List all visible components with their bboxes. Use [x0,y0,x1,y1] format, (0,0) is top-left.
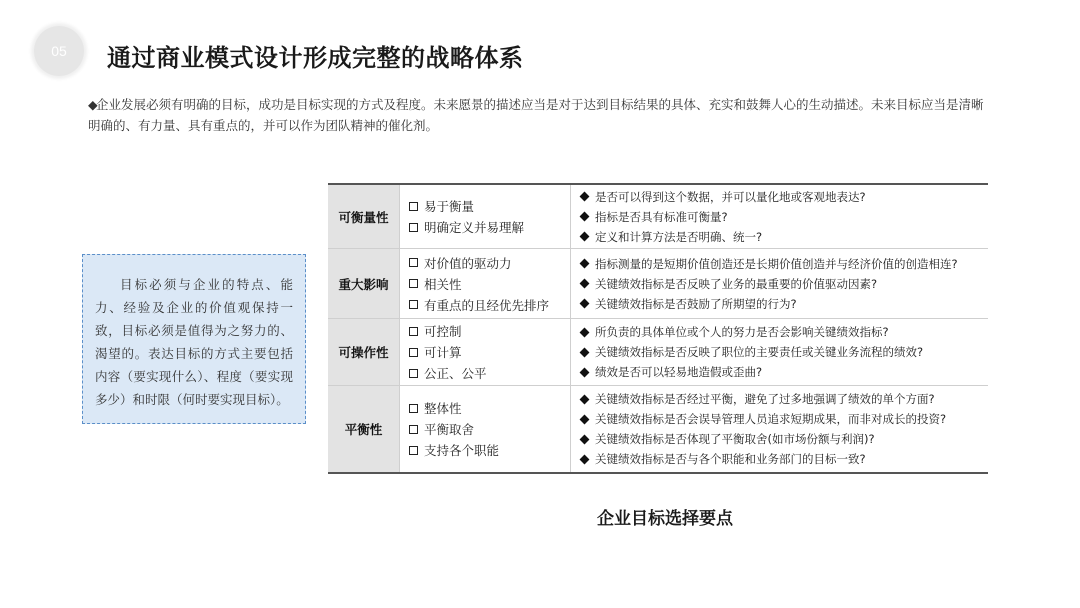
diamond-bullet-icon [580,259,590,269]
list-item [579,254,988,274]
list-item [579,207,988,227]
criteria-table [328,183,988,474]
list-item [579,274,988,294]
question-text: 指标测量的是短期价值创造还是长期价值创造并与经济价值的创造相连? [595,256,958,271]
diamond-bullet-icon [580,414,590,424]
question-text: 绩效是否可以轻易地造假或歪曲? [595,365,763,379]
question-text: 关键绩效指标是否反映了业务的最重要的价值驱动因素? [595,276,878,291]
checkbox-square-icon [409,300,418,309]
diamond-bullet-icon [580,454,590,464]
item-text: 对价值的驱动力 [424,255,512,271]
list-item [579,449,988,469]
item-text: 整体性 [424,401,462,416]
question-text: 是否可以得到这个数据，并可以量化地或客观地表达? [595,189,866,204]
checkbox-square-icon [409,223,418,232]
question-text: 指标是否具有标准可衡量? [595,209,728,224]
item-text: 相关性 [424,276,462,292]
goal-note-box: 目标必须与企业的特点、能力、经验及企业的价值观保持一致，目标必须是值得为之努力的、渴望的。表达目标的方式主要包括内容（要实现什么）、程度（要实现多少）和时限（何时要实现目标）。 [82,254,306,424]
question-text: 关键绩效指标是否体现了平衡取舍(如市场份额与利润)? [595,432,875,446]
checkbox-square-icon [409,348,418,357]
question-list [570,319,988,385]
list-item [409,273,570,294]
table-caption: 企业目标选择要点 [597,509,733,529]
row-label: 可衡量性 [328,185,399,248]
list-item [579,322,988,342]
section-number-badge: 05 [34,26,84,76]
row-label: 平衡性 [328,386,399,472]
list-item [579,294,988,314]
item-text: 平衡取舍 [424,422,475,437]
list-item [579,187,988,207]
item-text: 公正、公平 [424,366,487,381]
question-text: 所负责的具体单位或个人的努力是否会影响关键绩效指标? [595,325,889,339]
item-text: 支持各个职能 [424,443,500,458]
list-item [579,362,988,382]
checkbox-square-icon [409,369,418,378]
list-item [409,252,570,273]
list-item [409,321,570,342]
question-list [570,249,988,318]
intro-paragraph: ◆企业发展必须有明确的目标，成功是目标实现的方式及程度。未来愿景的描述应当是对于达到目标结果的具体、充实和鼓舞人心的生动描述。未来目标应当是清晰明确的、有力量、具有重点的，并可以作为团队精神的催化剂。 [88,97,984,133]
diamond-bullet-icon [580,394,590,404]
diamond-bullet-icon [580,327,590,337]
diamond-bullet-icon [580,232,590,242]
checkbox-square-icon [409,327,418,336]
diamond-bullet-icon [580,279,590,289]
diamond-bullet-icon [580,347,590,357]
question-list [570,386,988,472]
row-label: 重大影响 [328,249,399,318]
list-item [579,389,988,409]
intro-text: 企业发展必须有明确的目标，成功是目标实现的方式及程度。未来愿景的描述应当是对于达到目标结果的具体、充实和鼓舞人心的生动描述。未来目标应当是清晰明确的、有力量、具有重点的，并可以作为团队精神的催化剂。 [88,97,984,133]
list-item [409,342,570,363]
table-row [328,386,988,472]
question-text: 关键绩效指标是否经过平衡，避免了过多地强调了绩效的单个方面? [595,392,935,406]
question-text: 定义和计算方法是否明确、统一? [595,229,763,244]
checkbox-square-icon [409,425,418,434]
diamond-bullet-icon [580,192,590,202]
list-item [579,342,988,362]
criteria-list [399,319,570,385]
question-list [570,185,988,248]
list-item [409,294,570,315]
row-label: 可操作性 [328,319,399,385]
question-text: 关键绩效指标是否会误导管理人员追求短期成果，而非对成长的投资? [595,412,947,426]
criteria-list [399,249,570,318]
list-item [409,363,570,384]
question-text: 关键绩效指标是否与各个职能和业务部门的目标一致? [595,452,866,466]
diamond-bullet-icon [580,299,590,309]
checkbox-square-icon [409,404,418,413]
item-text: 有重点的且经优先排序 [424,297,550,313]
checkbox-square-icon [409,279,418,288]
item-text: 可计算 [424,345,462,360]
list-item [409,398,570,419]
checkbox-square-icon [409,258,418,267]
diamond-bullet-icon [580,212,590,222]
list-item [579,429,988,449]
list-item [579,227,988,247]
list-item [579,409,988,429]
question-text: 关键绩效指标是否反映了职位的主要责任或关键业务流程的绩效? [595,345,924,359]
list-item [409,196,570,217]
list-item [409,217,570,238]
checkbox-square-icon [409,202,418,211]
list-item [409,419,570,440]
item-text: 明确定义并易理解 [424,220,525,235]
item-text: 易于衡量 [424,199,475,214]
table-row [328,249,988,319]
criteria-list [399,185,570,248]
criteria-list [399,386,570,472]
question-text: 关键绩效指标是否鼓励了所期望的行为? [595,296,797,311]
table-row [328,185,988,249]
diamond-bullet-icon [580,367,590,377]
list-item [409,440,570,461]
table-row [328,319,988,386]
checkbox-square-icon [409,446,418,455]
item-text: 可控制 [424,324,462,339]
diamond-bullet-icon [580,434,590,444]
page-title: 通过商业模式设计形成完整的战略体系 [107,44,524,72]
